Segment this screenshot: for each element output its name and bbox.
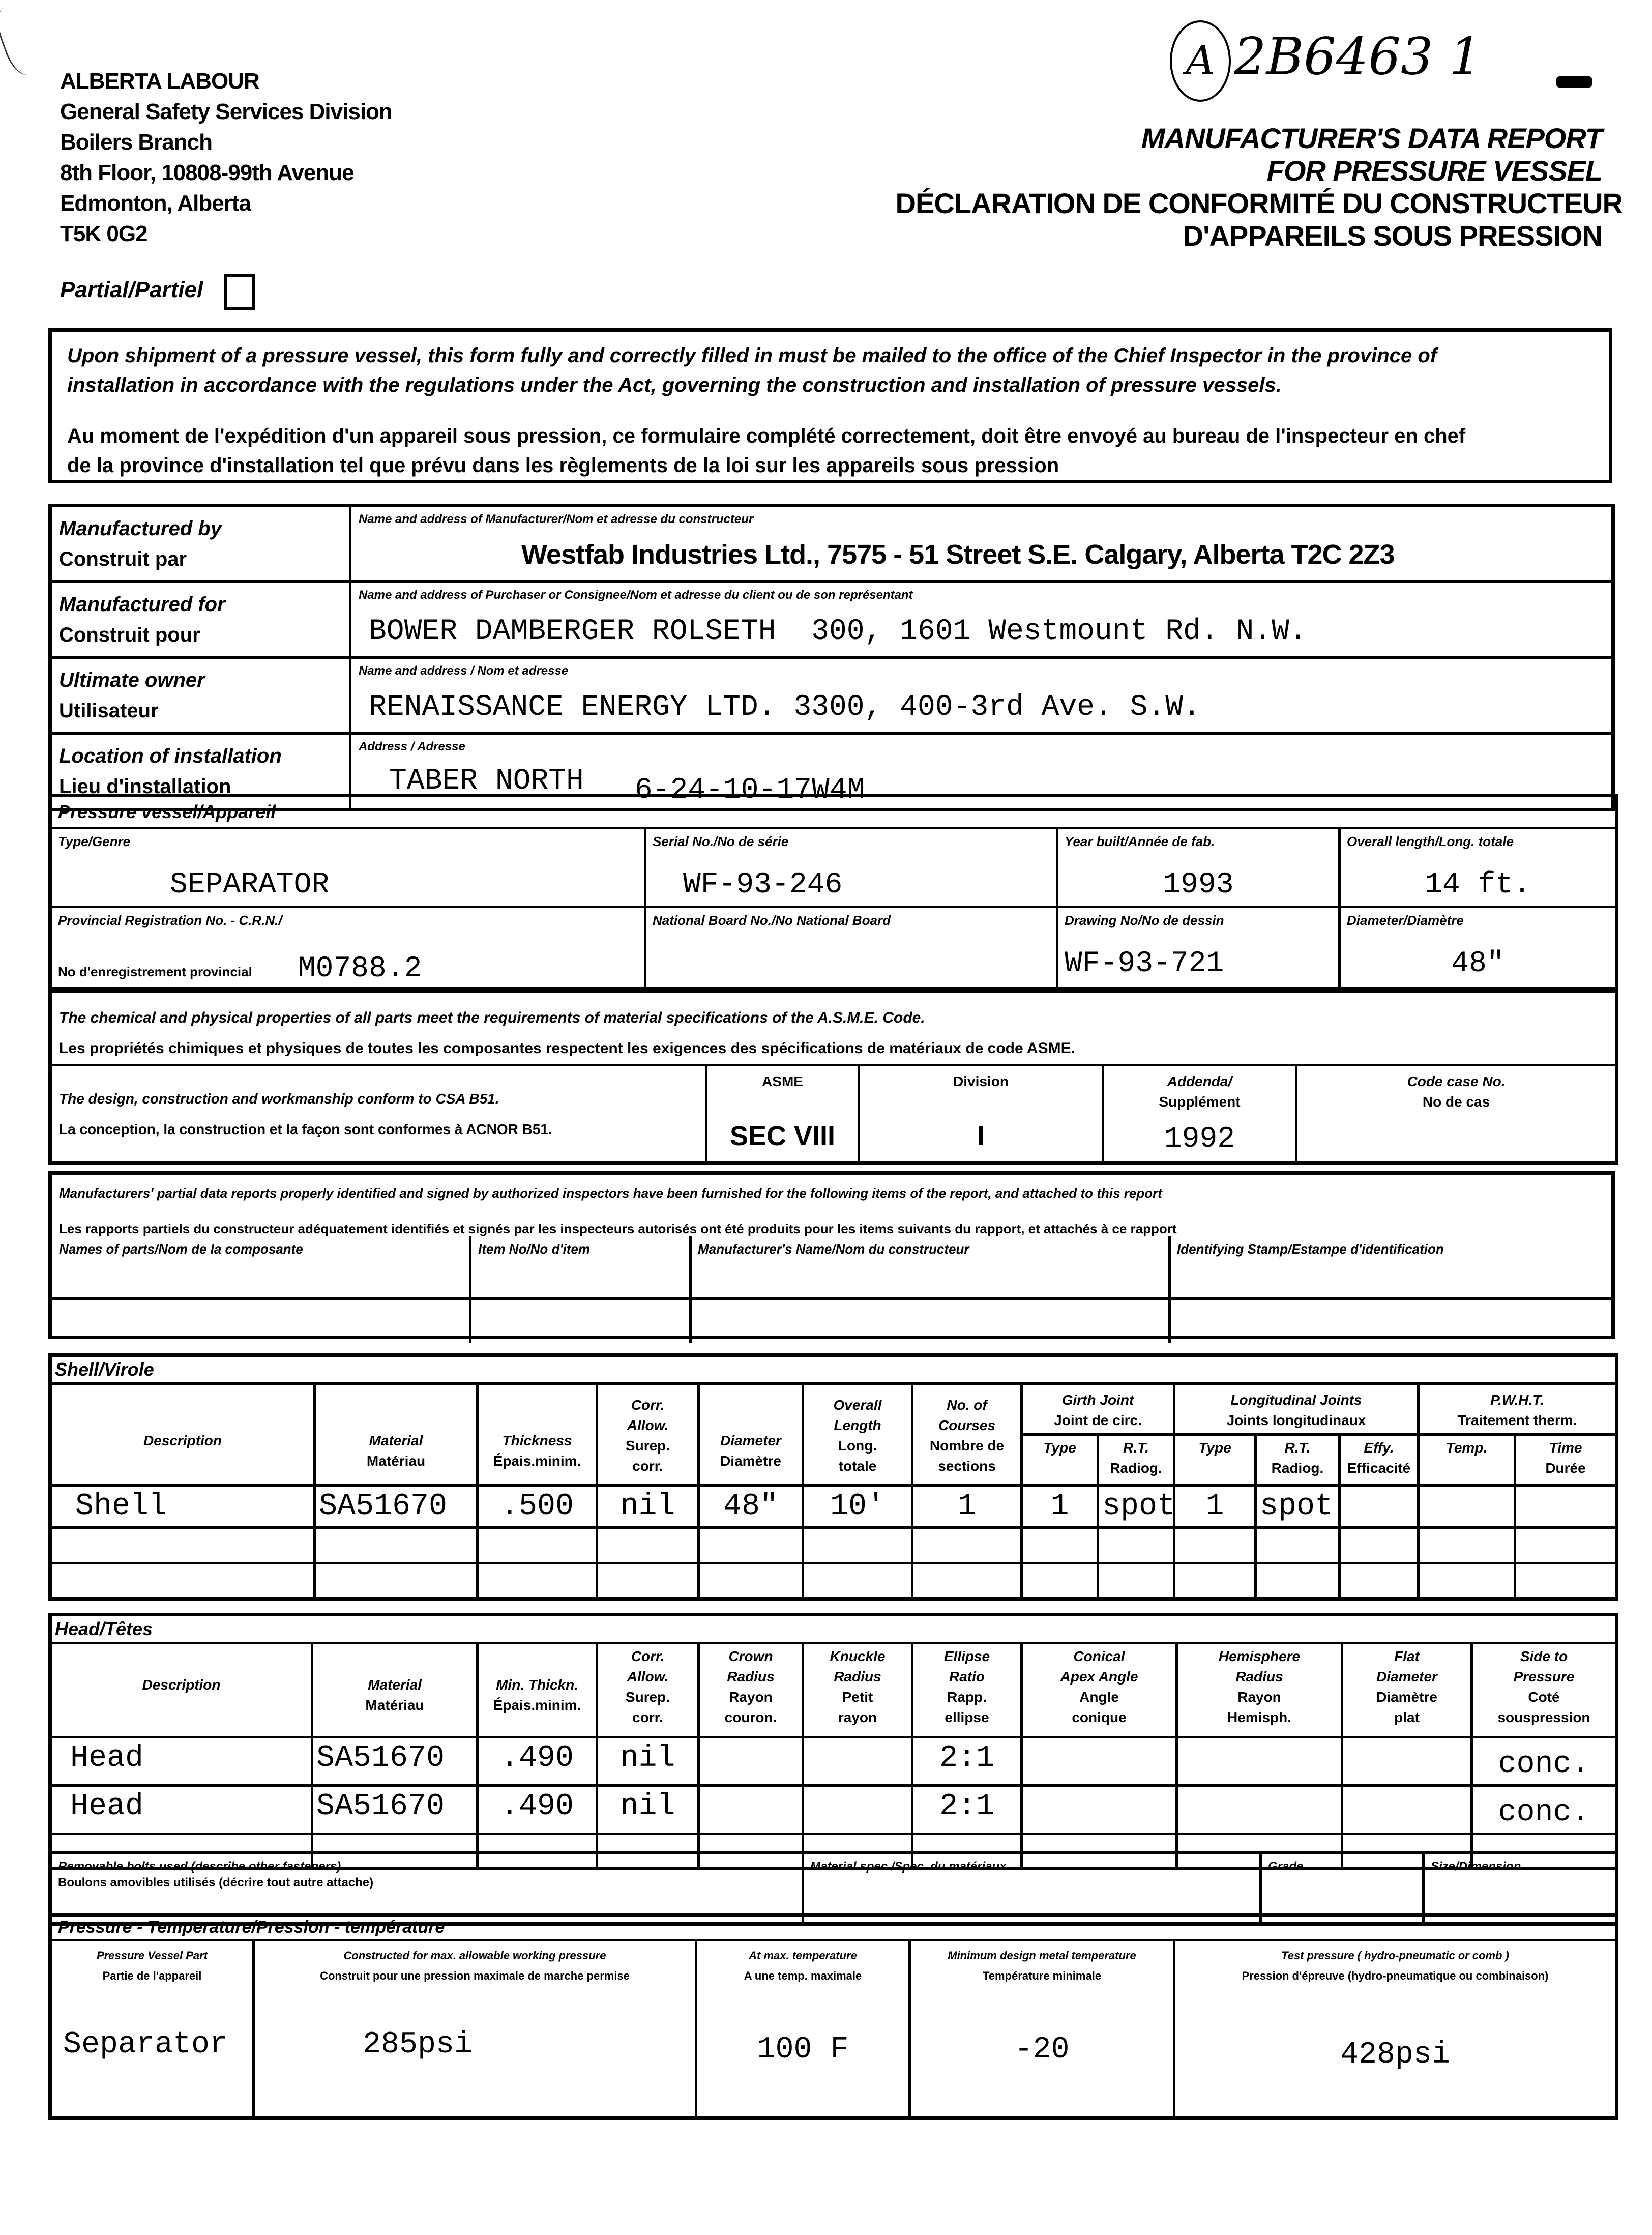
head-col-knuckle: Knuckle <box>830 1648 886 1664</box>
owner-value[interactable]: RENAISSANCE ENERGY LTD. 3300, 400-3rd Ave. S.W. <box>369 691 1201 724</box>
col-thickness-fr: Épais.minim. <box>493 1453 581 1469</box>
agency-line: Boilers Branch <box>60 130 212 155</box>
party-row-purchaser <box>50 582 1613 658</box>
party-label-en: Manufactured by <box>59 517 222 540</box>
agency-line: 8th Floor, 10808-99th Avenue <box>60 160 354 185</box>
asme-statement-en: The chemical and physical properties of all parts meet the requirements of material specifications of the A.S.M.E. Code. <box>59 1009 925 1026</box>
col-courses: No. of <box>947 1397 987 1413</box>
year-label: Year built/Année de fab. <box>1065 834 1215 849</box>
vessel-table <box>48 794 1618 993</box>
col-girth: Girth Joint <box>1061 1392 1134 1408</box>
form-title <box>895 122 1622 252</box>
reg-label-fr: No d'enregistrement provincial <box>58 964 252 979</box>
shell-section-title: Shell/Virole <box>55 1359 154 1380</box>
shell-long-rt[interactable]: spot <box>1260 1489 1334 1524</box>
margin-scribble <box>0 0 49 79</box>
notice-en-2: installation in accordance with the regulations under the Act, governing the construction and installation of pressure vessels. <box>67 374 1282 396</box>
head-col-crown: Crown <box>728 1648 773 1664</box>
asme-table <box>48 987 1618 1165</box>
col-long-fr: Joints longitudinaux <box>1226 1412 1366 1428</box>
col-long-rt-fr: Radiog. <box>1271 1460 1324 1476</box>
table-row-empty <box>50 1528 1617 1563</box>
head-section-title: Head/Têtes <box>55 1618 153 1639</box>
handwritten-file-number <box>1170 20 1482 102</box>
col-length-2: Length <box>834 1417 881 1433</box>
party-label-fr: Construit pour <box>59 624 200 646</box>
col-pwht-temp: Temp. <box>1446 1440 1488 1456</box>
division-label: Division <box>953 1073 1009 1089</box>
asme-value[interactable]: SEC VIII <box>729 1121 836 1151</box>
party-field-label: Name and address of Manufacturer/Nom et adresse du constructeur <box>359 512 754 526</box>
manufacturer-value[interactable]: Westfab Industries Ltd., 7575 - 51 Street S.E. Calgary, Alberta T2C 2Z3 <box>521 539 1395 570</box>
col-corr-fr: Surep. <box>625 1438 670 1454</box>
head-col-conical-2: Apex Angle <box>1060 1669 1138 1685</box>
title-fr-1: DÉCLARATION DE CONFORMITÉ DU CONSTRUCTEUR <box>895 187 1622 219</box>
pressure-table <box>48 1913 1618 2120</box>
pt-col-part: Pressure Vessel Part <box>96 1949 208 1962</box>
head-col-conical: Conical <box>1073 1648 1125 1664</box>
division-value[interactable]: I <box>977 1121 985 1151</box>
head-col-hemi-2: Radius <box>1235 1669 1283 1685</box>
vessel-section-title: Pressure vessel/Appareil <box>58 801 276 822</box>
agency-line: General Safety Services Division <box>60 99 392 124</box>
col-pwht: P.W.H.T. <box>1490 1392 1544 1408</box>
head-col-thickness-fr: Épais.minim. <box>493 1697 581 1713</box>
parties-table <box>48 504 1615 811</box>
parts-col-item: Item No/No d'item <box>478 1241 590 1257</box>
head-col-flat-3: Diamètre <box>1376 1689 1437 1705</box>
pt-col-mawp-fr: Construit pour une pression maximale de marche permise <box>320 1969 630 1982</box>
circled-letter: A <box>1170 20 1231 102</box>
codecase-label-fr: No de cas <box>1422 1094 1490 1110</box>
partial-checkbox[interactable] <box>224 274 255 310</box>
head-col-ellipse-4: ellipse <box>945 1709 989 1725</box>
year-value[interactable]: 1993 <box>1163 868 1234 902</box>
partial-reports-en: Manufacturers' partial data reports properly identified and signed by authorized inspectors have been furnished for the following items of the report, and attached to this report <box>59 1185 1162 1201</box>
parts-col-stamp: Identifying Stamp/Estampe d'identification <box>1177 1241 1444 1257</box>
party-field-label: Name and address / Nom et adresse <box>359 664 569 678</box>
pt-mdmt-value[interactable]: -20 <box>1014 2033 1070 2067</box>
asme-statement-fr: Les propriétés chimiques et physiques de toutes les composantes respectent les exigences des spécifications de matériaux de code ASME. <box>59 1040 1075 1057</box>
col-long: Longitudinal Joints <box>1230 1392 1362 1408</box>
head-col-knuckle-4: rayon <box>838 1709 877 1725</box>
title-fr-2: D'APPAREILS SOUS PRESSION <box>1183 220 1602 252</box>
head-col-corr-2: Allow. <box>627 1669 669 1685</box>
party-field-label: Address / Adresse <box>359 740 465 753</box>
bolts-label-en: Removable bolts used (describe other fasteners) <box>58 1860 341 1873</box>
col-diameter-fr: Diamètre <box>720 1453 781 1469</box>
pt-col-part-fr: Partie de l'appareil <box>102 1969 202 1982</box>
head-corr[interactable]: nil <box>620 1741 675 1776</box>
head-description[interactable]: Head <box>70 1789 144 1824</box>
type-value[interactable]: SEPARATOR <box>170 868 330 902</box>
shell-material[interactable]: SA51670 <box>319 1489 448 1524</box>
shell-length[interactable]: 10' <box>830 1489 886 1524</box>
col-corr: Corr. <box>631 1397 665 1413</box>
pt-part-value[interactable]: Separator <box>63 2027 228 2062</box>
table-row <box>50 1786 1617 1834</box>
partial-reports-box <box>48 1171 1615 1339</box>
type-label: Type/Genre <box>58 834 131 849</box>
party-field-label: Name and address of Purchaser or Consignee/Nom et adresse du client ou de son représentant <box>359 588 913 602</box>
file-number: 2B6463 1 <box>1234 26 1482 86</box>
head-col-corr: Corr. <box>631 1648 665 1664</box>
notice-en-1: Upon shipment of a pressure vessel, this form fully and correctly filled in must be mailed to the office of the Chief Inspector in the province of <box>67 344 1437 367</box>
head-col-hemi: Hemisphere <box>1218 1648 1301 1664</box>
reg-value[interactable]: M0788.2 <box>298 952 422 985</box>
notice-box <box>48 328 1612 483</box>
purchaser-value[interactable]: BOWER DAMBERGER ROLSETH 300, 1601 Westmount Rd. N.W. <box>369 615 1307 648</box>
col-material: Material <box>369 1433 423 1448</box>
col-thickness: Thickness <box>502 1433 572 1448</box>
location-value[interactable]: TABER NORTH <box>389 765 584 798</box>
partial-label: Partial/Partiel <box>60 277 203 302</box>
pt-col-test: Test pressure ( hydro-pneumatic or comb ) <box>1281 1949 1509 1962</box>
col-diameter: Diameter <box>720 1433 781 1448</box>
parts-grid <box>52 1236 1611 1343</box>
shell-thickness[interactable]: .500 <box>500 1489 574 1524</box>
col-long-type: Type <box>1198 1440 1231 1456</box>
diameter-label: Diameter/Diamètre <box>1347 913 1464 928</box>
party-label-en: Ultimate owner <box>59 669 205 691</box>
notice-fr-1: Au moment de l'expédition d'un appareil sous pression, ce formulaire complété correctement, doit être envoyé au bureau de l'inspecteur en chef <box>67 425 1466 447</box>
pt-col-maxtemp: At max. temperature <box>749 1949 857 1962</box>
col-long-eff: Effy. <box>1364 1440 1394 1456</box>
shell-description[interactable]: Shell <box>75 1489 167 1524</box>
head-col-description: Description <box>142 1677 221 1693</box>
agency-line: Edmonton, Alberta <box>60 191 251 216</box>
bolts-grade-label: Grade <box>1268 1860 1304 1873</box>
col-material-fr: Matériau <box>366 1453 426 1469</box>
head-col-flat-2: Diameter <box>1376 1669 1437 1685</box>
head-ellipse[interactable]: 2:1 <box>939 1789 995 1824</box>
head-col-corr-4: corr. <box>632 1709 663 1725</box>
party-label-en: Location of installation <box>59 745 282 767</box>
nb-label: National Board No./No National Board <box>653 913 891 928</box>
partial-reports-fr: Les rapports partiels du constructeur adéquatement identifiés et signés par les inspecteurs autorisés ont été produits pour les items suivants du rapport, et attachés à ce rapport <box>59 1221 1177 1236</box>
head-description[interactable]: Head <box>70 1741 144 1776</box>
col-corr-2: Allow. <box>627 1417 669 1433</box>
pt-test-value[interactable]: 428psi <box>1340 2038 1451 2072</box>
col-length: Overall <box>833 1397 882 1413</box>
head-col-crown-2: Radius <box>727 1669 775 1685</box>
head-thickness[interactable]: .490 <box>500 1789 574 1824</box>
pt-mawp-value[interactable]: 285psi <box>363 2027 473 2062</box>
addenda-value[interactable]: 1992 <box>1164 1123 1235 1156</box>
table-row-empty <box>50 1563 1617 1599</box>
drawing-label: Drawing No/No de dessin <box>1065 913 1224 928</box>
col-description: Description <box>143 1433 222 1448</box>
head-col-side-4: souspression <box>1497 1709 1590 1725</box>
head-material[interactable]: SA51670 <box>316 1741 445 1776</box>
col-girth-fr: Joint de circ. <box>1054 1412 1142 1428</box>
head-col-ellipse: Ellipse <box>943 1648 990 1664</box>
length-label: Overall length/Long. totale <box>1347 834 1514 849</box>
col-pwht-time: Time <box>1549 1440 1582 1456</box>
head-side[interactable]: conc. <box>1498 1795 1590 1830</box>
head-col-knuckle-3: Petit <box>842 1689 873 1705</box>
parts-col-name: Names of parts/Nom de la composante <box>59 1241 303 1257</box>
title-en-2: FOR PRESSURE VESSEL <box>1266 155 1602 187</box>
design-statement-fr: La conception, la construction et la façon sont conformes à ACNOR B51. <box>59 1121 552 1137</box>
head-col-flat: Flat <box>1394 1648 1420 1664</box>
design-statement-en: The design, construction and workmanship conform to CSA B51. <box>59 1091 499 1107</box>
title-en-1: MANUFACTURER'S DATA REPORT <box>1141 122 1602 154</box>
pt-col-mawp: Constructed for max. allowable working pressure <box>343 1949 606 1962</box>
head-col-conical-4: conique <box>1072 1709 1127 1725</box>
col-long-eff-fr: Efficacité <box>1347 1460 1411 1476</box>
head-col-crown-3: Rayon <box>729 1689 773 1705</box>
col-girth-rt: R.T. <box>1123 1440 1149 1456</box>
head-col-side-2: Pressure <box>1513 1669 1575 1685</box>
pt-col-mdmt-fr: Température minimale <box>982 1969 1102 1982</box>
head-thickness[interactable]: .490 <box>500 1741 574 1776</box>
col-corr-fr-2: corr. <box>632 1458 663 1474</box>
head-col-hemi-3: Rayon <box>1237 1689 1281 1705</box>
shell-long-type[interactable]: 1 <box>1205 1489 1224 1524</box>
location-lsd[interactable]: 6-24-10-17W4M <box>634 774 865 807</box>
stamp-mark <box>1556 76 1592 88</box>
pt-col-mdmt: Minimum design metal temperature <box>948 1949 1136 1962</box>
head-col-material: Material <box>368 1677 422 1693</box>
shell-courses[interactable]: 1 <box>957 1489 976 1524</box>
bolts-spec-label: Material spec./Spec. du matériaux <box>810 1860 1007 1873</box>
agency-line: T5K 0G2 <box>60 221 148 246</box>
length-value[interactable]: 14 ft. <box>1425 868 1531 902</box>
head-table <box>48 1613 1618 1870</box>
party-label-en: Manufactured for <box>59 593 225 616</box>
addenda-label: Addenda/ <box>1167 1073 1232 1089</box>
head-col-crown-4: couron. <box>724 1709 777 1725</box>
head-col-side-3: Coté <box>1528 1689 1560 1705</box>
col-courses-2: Courses <box>938 1417 996 1433</box>
head-col-knuckle-2: Radius <box>834 1669 881 1685</box>
shell-girth-rt[interactable]: spot <box>1102 1489 1176 1524</box>
col-pwht-fr: Traitement therm. <box>1457 1412 1577 1428</box>
table-row <box>50 1737 1617 1786</box>
pt-col-test-fr: Pression d'épreuve (hydro-pneumatique ou combinaison) <box>1242 1969 1549 1982</box>
col-courses-fr-2: sections <box>938 1458 996 1474</box>
serial-label: Serial No./No de série <box>653 834 789 849</box>
head-side[interactable]: conc. <box>1498 1747 1590 1782</box>
pressure-section-title: Pressure - Temperature/Pression - température <box>58 1918 445 1937</box>
asme-label: ASME <box>762 1073 803 1089</box>
codecase-label: Code case No. <box>1407 1073 1506 1089</box>
head-col-side: Side to <box>1520 1648 1568 1664</box>
head-col-corr-3: Surep. <box>625 1689 670 1705</box>
party-label-fr: Construit par <box>59 548 187 570</box>
shell-diameter[interactable]: 48" <box>723 1489 779 1524</box>
agency-line: ALBERTA LABOUR <box>60 69 259 94</box>
party-label-fr: Lieu d'installation <box>59 775 231 798</box>
col-long-rt: R.T. <box>1284 1440 1311 1456</box>
reg-label: Provincial Registration No. - C.R.N./ <box>58 913 282 928</box>
col-pwht-time-fr: Durée <box>1545 1460 1586 1476</box>
agency-address <box>60 66 392 249</box>
party-row-manufacturer <box>50 506 1613 582</box>
pt-col-maxtemp-fr: A une temp. maximale <box>744 1969 862 1982</box>
serial-value[interactable]: WF-93-246 <box>683 868 843 902</box>
head-col-hemi-4: Hemisph. <box>1227 1709 1292 1725</box>
head-material[interactable]: SA51670 <box>316 1789 445 1824</box>
pt-maxtemp-value[interactable]: 100 F <box>757 2033 849 2067</box>
diameter-value[interactable]: 48" <box>1451 947 1504 980</box>
head-corr[interactable]: nil <box>620 1789 675 1824</box>
head-col-ellipse-3: Rapp. <box>947 1689 987 1705</box>
parts-col-mfr: Manufacturer's Name/Nom du constructeur <box>698 1241 969 1257</box>
head-col-flat-4: plat <box>1394 1709 1420 1725</box>
col-length-fr: Long. <box>838 1438 877 1454</box>
head-col-conical-3: Angle <box>1079 1689 1119 1705</box>
bolts-size-label: Size/Dimension <box>1431 1860 1521 1873</box>
head-col-material-fr: Matériau <box>365 1697 424 1713</box>
head-ellipse[interactable]: 2:1 <box>939 1741 995 1776</box>
head-col-thickness: Min. Thickn. <box>496 1677 578 1693</box>
addenda-label-fr: Supplément <box>1159 1094 1241 1110</box>
shell-corr[interactable]: nil <box>620 1489 675 1524</box>
bolts-label-fr: Boulons amovibles utilisés (décrire tout autre attache) <box>58 1876 374 1890</box>
shell-table <box>48 1353 1618 1601</box>
shell-girth-type[interactable]: 1 <box>1050 1489 1069 1524</box>
head-col-ellipse-2: Ratio <box>949 1669 985 1685</box>
party-row-owner <box>50 658 1613 734</box>
party-label-fr: Utilisateur <box>59 700 159 722</box>
notice-fr-2: de la province d'installation tel que prévu dans les règlements de la loi sur les appareils sous pression <box>67 454 1059 477</box>
col-courses-fr: Nombre de <box>929 1438 1005 1454</box>
table-row <box>50 1486 1617 1528</box>
drawing-value[interactable]: WF-93-721 <box>1065 947 1224 980</box>
col-length-fr-2: totale <box>838 1458 877 1474</box>
col-girth-rt-fr: Radiog. <box>1110 1460 1162 1476</box>
col-girth-type: Type <box>1043 1440 1076 1456</box>
